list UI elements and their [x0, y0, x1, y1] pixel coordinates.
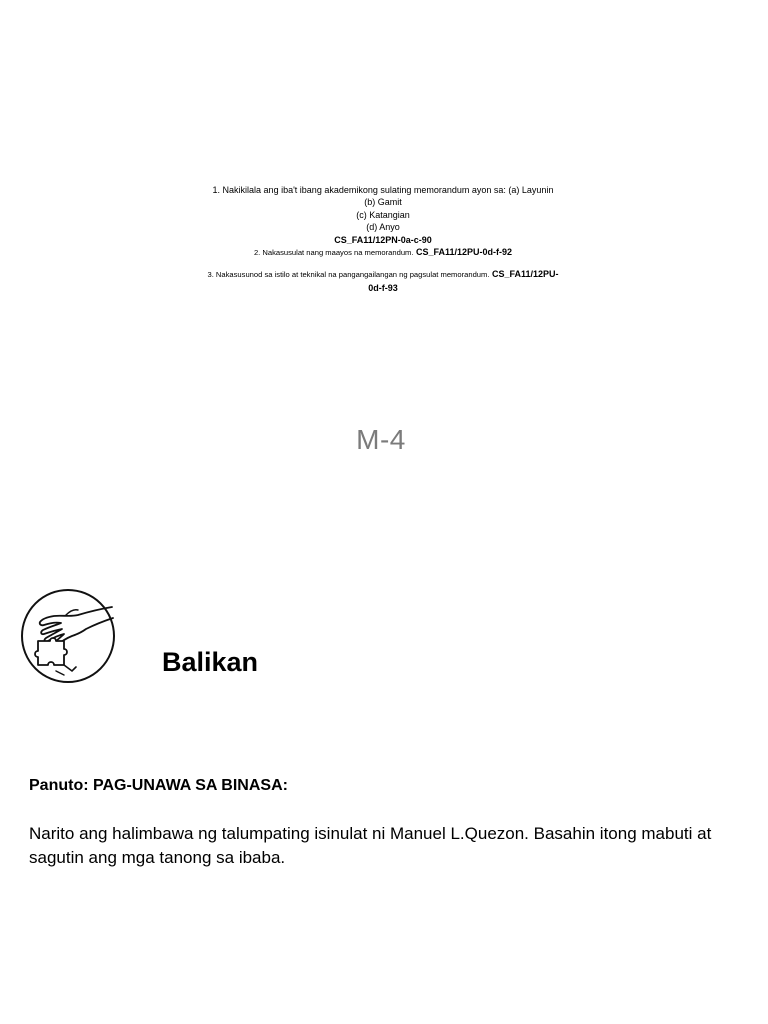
- objective-3-code: CS_FA11/12PU-: [491, 269, 559, 280]
- learning-objectives: [180, 184, 586, 294]
- objective-3: 3. Nakasusunod sa istilo at teknikal na pangangailangan ng pagsulat memorandum.: [207, 270, 490, 280]
- objective-1-b: (b) Gamit: [364, 197, 402, 208]
- objective-1-c: (c) Katangian: [356, 209, 410, 220]
- objective-1-code: CS_FA11/12PN-0a-c-90: [334, 234, 432, 245]
- objective-1: 1. Nakikilala ang iba't ibang akademikong sulating memorandum ayon sa: (a) Layunin: [212, 185, 554, 195]
- objective-2: 2. Nakasusulat nang maayos na memorandum.: [253, 248, 414, 258]
- section-title: Balikan: [162, 647, 259, 677]
- objective-1-d: (d) Anyo: [366, 222, 400, 233]
- instruction-label: Panuto: PAG-UNAWA SA BINASA:: [29, 777, 288, 794]
- hand-puzzle-piece-icon: [16, 585, 122, 689]
- instruction-body: Narito ang halimbawa ng talumpating isinulat ni Manuel L.Quezon. Basahin itong mabuti at sagutin ang mga tanong sa ibaba.: [29, 824, 712, 867]
- objective-3-code-cont: 0d-f-93: [368, 282, 398, 293]
- objective-2-code: CS_FA11/12PU-0d-f-92: [416, 247, 513, 258]
- module-code: M-4: [356, 424, 406, 455]
